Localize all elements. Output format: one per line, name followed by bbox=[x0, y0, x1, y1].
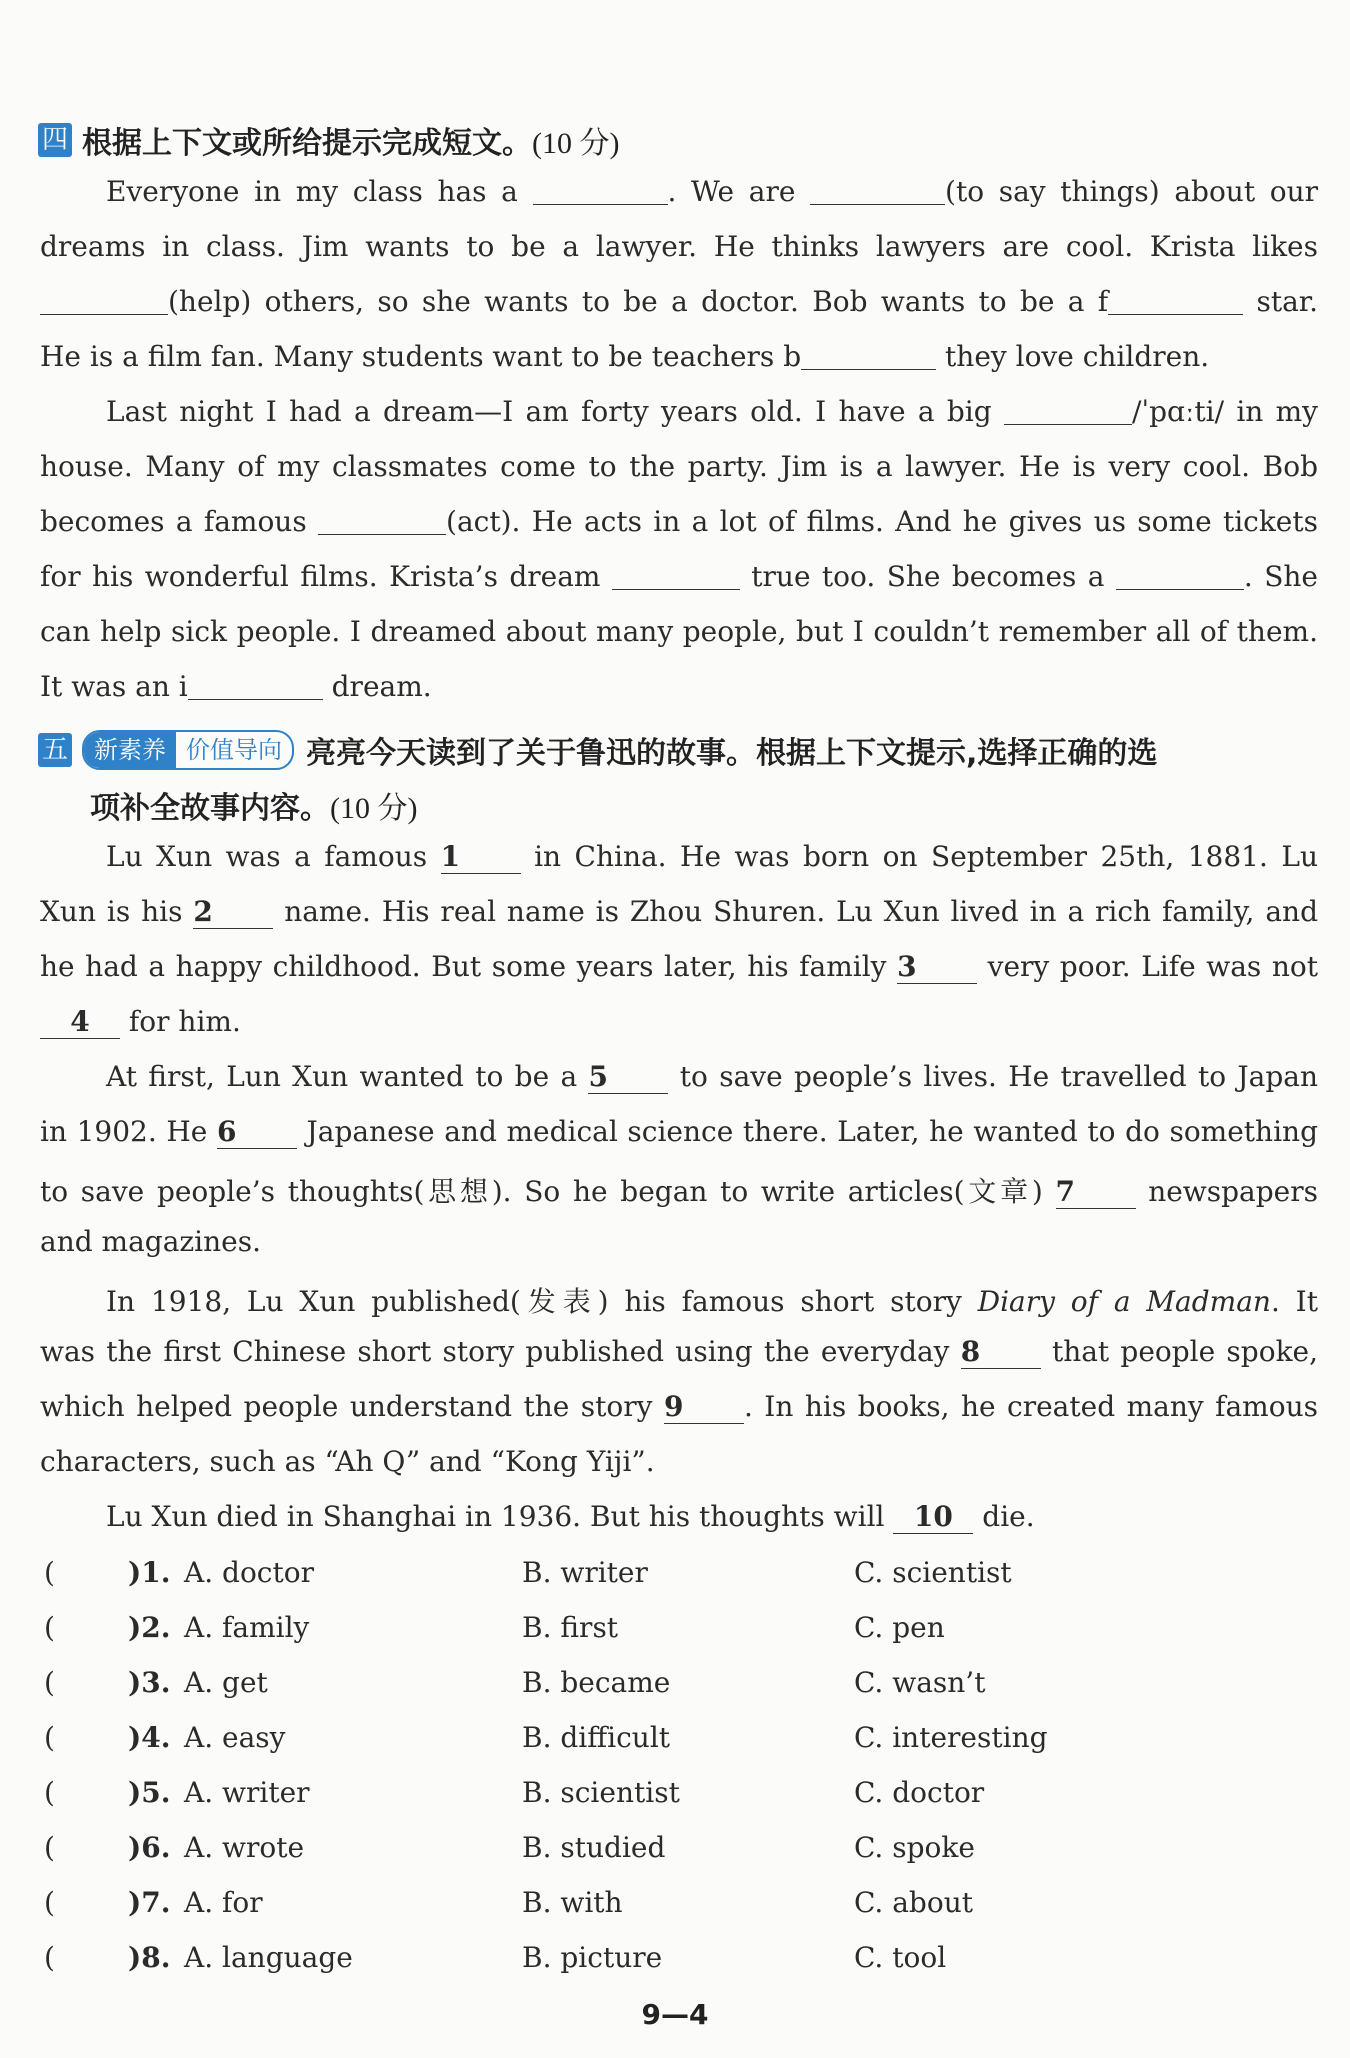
answer-blank[interactable] bbox=[1108, 286, 1243, 315]
option-b[interactable]: B. picture bbox=[522, 1941, 663, 1974]
option-b[interactable]: B. difficult bbox=[522, 1721, 671, 1754]
answer-paren[interactable]: ( bbox=[44, 1776, 55, 1809]
text-line: to save people’s thoughts(思想). So he began to write articles(文章) 7 newspapers bbox=[40, 1175, 1318, 1208]
option-a[interactable]: A. wrote bbox=[184, 1831, 305, 1864]
option-c[interactable]: C. tool bbox=[854, 1941, 947, 1974]
option-b[interactable]: B. became bbox=[522, 1666, 671, 1699]
section-score: (10 分) bbox=[330, 792, 418, 825]
numbered-blank[interactable]: 1 bbox=[441, 840, 521, 874]
answer-paren[interactable]: ( bbox=[44, 1831, 55, 1864]
answer-blank[interactable] bbox=[810, 176, 945, 205]
option-c[interactable]: C. about bbox=[854, 1886, 973, 1919]
text-line: He is a film fan. Many students want to be teachers b they love children. bbox=[40, 340, 1210, 373]
option-c[interactable]: C. doctor bbox=[854, 1776, 985, 1809]
section-title-cont: 项补全故事内容。 bbox=[90, 791, 330, 826]
answer-paren[interactable]: ( bbox=[44, 1611, 55, 1644]
text-line: It was an i dream. bbox=[40, 670, 432, 703]
text-line: was the first Chinese short story published using the everyday 8 that people spoke, bbox=[40, 1335, 1319, 1368]
option-b[interactable]: B. scientist bbox=[522, 1776, 680, 1809]
text-line: 4 for him. bbox=[40, 1005, 1318, 1039]
option-b[interactable]: B. with bbox=[522, 1886, 623, 1919]
section-5-heading bbox=[38, 728, 1157, 772]
answer-blank[interactable] bbox=[1116, 561, 1244, 590]
text-line: Last night I had a dream—I am forty years old. I have a big /ˈpɑːti/ in my bbox=[106, 395, 1318, 428]
section-5-heading-line2 bbox=[90, 783, 417, 827]
text-line: Lu Xun was a famous 1 in China. He was born on September 25th, 1881. Lu bbox=[106, 840, 1318, 873]
tag-sub-label: 价值导向 bbox=[186, 736, 282, 764]
answer-paren[interactable]: ( bbox=[44, 1556, 55, 1589]
page-number: 9—4 bbox=[641, 1998, 709, 2031]
question-number: )6. bbox=[128, 1831, 171, 1864]
section-number-badge: 四 bbox=[38, 123, 72, 157]
option-a[interactable]: A. writer bbox=[184, 1776, 310, 1809]
option-row bbox=[44, 1776, 1324, 1816]
option-row bbox=[44, 1941, 1324, 1981]
text-line: characters, such as “Ah Q” and “Kong Yiji”. bbox=[40, 1445, 655, 1478]
option-c[interactable]: C. scientist bbox=[854, 1556, 1012, 1589]
answer-blank[interactable] bbox=[40, 286, 168, 315]
text-line: Xun is his 2 name. His real name is Zhou Shuren. Lu Xun lived in a rich family, and bbox=[40, 895, 1318, 928]
option-b[interactable]: B. studied bbox=[522, 1831, 666, 1864]
question-number: )4. bbox=[128, 1721, 171, 1754]
answer-paren[interactable]: ( bbox=[44, 1666, 55, 1699]
section-score: (10 分) bbox=[532, 127, 620, 160]
section-4-heading bbox=[38, 118, 619, 162]
question-number: )8. bbox=[128, 1941, 171, 1974]
answer-paren[interactable]: ( bbox=[44, 1886, 55, 1919]
text-line: In 1918, Lu Xun published(发表) his famous short story Diary of a Madman. It bbox=[106, 1285, 1318, 1318]
text-line: in 1902. He 6 Japanese and medical science there. Later, he wanted to do something bbox=[40, 1115, 1318, 1148]
section-number-badge: 五 bbox=[38, 733, 72, 767]
text-line: (help) others, so she wants to be a doctor. Bob wants to be a f star. bbox=[40, 285, 1318, 318]
numbered-blank[interactable]: 6 bbox=[217, 1115, 297, 1149]
answer-blank[interactable] bbox=[533, 176, 668, 205]
option-a[interactable]: A. language bbox=[184, 1941, 353, 1974]
option-c[interactable]: C. spoke bbox=[854, 1831, 975, 1864]
text-line: for his wonderful films. Krista’s dream true too. She becomes a . She bbox=[40, 560, 1318, 593]
text-line: which helped people understand the story 9 . In his books, he created many famous bbox=[40, 1390, 1318, 1423]
numbered-blank[interactable]: 9 bbox=[664, 1390, 744, 1424]
option-a[interactable]: A. family bbox=[184, 1611, 310, 1644]
numbered-blank[interactable]: 4 bbox=[40, 1005, 120, 1039]
option-row bbox=[44, 1556, 1324, 1596]
section-title: 根据上下文或所给提示完成短文。 bbox=[82, 126, 532, 161]
tag-label: 新素养 bbox=[84, 732, 176, 768]
text-line: Lu Xun died in Shanghai in 1936. But his thoughts will 10 die. bbox=[106, 1500, 1035, 1533]
numbered-blank[interactable]: 2 bbox=[193, 895, 273, 929]
option-row bbox=[44, 1611, 1324, 1651]
text-line: Everyone in my class has a . We are (to say things) about our bbox=[106, 175, 1319, 208]
text-line: and magazines. bbox=[40, 1225, 261, 1258]
option-row bbox=[44, 1666, 1324, 1706]
answer-blank[interactable] bbox=[612, 561, 740, 590]
question-number: )5. bbox=[128, 1776, 171, 1809]
option-c[interactable]: C. pen bbox=[854, 1611, 945, 1644]
answer-blank[interactable] bbox=[188, 671, 323, 700]
option-b[interactable]: B. first bbox=[522, 1611, 619, 1644]
option-c[interactable]: C. wasn’t bbox=[854, 1666, 986, 1699]
numbered-blank[interactable]: 7 bbox=[1056, 1175, 1136, 1209]
answer-blank[interactable] bbox=[318, 506, 446, 535]
answer-blank[interactable] bbox=[801, 341, 936, 370]
literacy-tag bbox=[82, 730, 294, 770]
story-title: Diary of a Madman bbox=[977, 1285, 1271, 1318]
text-line: dreams in class. Jim wants to be a lawyer. He thinks lawyers are cool. Krista likes bbox=[40, 230, 1318, 263]
answer-blank[interactable] bbox=[1004, 396, 1132, 425]
text-line: can help sick people. I dreamed about many people, but I couldn’t remember all of them. bbox=[40, 615, 1318, 648]
question-number: )3. bbox=[128, 1666, 171, 1699]
numbered-blank[interactable]: 5 bbox=[588, 1060, 668, 1094]
option-row bbox=[44, 1721, 1324, 1761]
option-c[interactable]: C. interesting bbox=[854, 1721, 1048, 1754]
question-number: )2. bbox=[128, 1611, 171, 1644]
option-b[interactable]: B. writer bbox=[522, 1556, 648, 1589]
option-a[interactable]: A. for bbox=[184, 1886, 263, 1919]
answer-paren[interactable]: ( bbox=[44, 1721, 55, 1754]
option-a[interactable]: A. get bbox=[184, 1666, 268, 1699]
text-line: house. Many of my classmates come to the party. Jim is a lawyer. He is very cool. Bob bbox=[40, 450, 1318, 483]
answer-paren[interactable]: ( bbox=[44, 1941, 55, 1974]
numbered-blank[interactable]: 10 bbox=[893, 1500, 973, 1534]
option-a[interactable]: A. doctor bbox=[184, 1556, 314, 1589]
question-number: )1. bbox=[128, 1556, 171, 1589]
option-row bbox=[44, 1886, 1324, 1926]
text-line: becomes a famous (act). He acts in a lot of films. And he gives us some tickets bbox=[40, 505, 1318, 538]
question-number: )7. bbox=[128, 1886, 171, 1919]
option-row bbox=[44, 1831, 1324, 1871]
text-line: At first, Lun Xun wanted to be a 5 to save people’s lives. He travelled to Japan bbox=[106, 1060, 1318, 1093]
section-title: 亮亮今天读到了关于鲁迅的故事。根据上下文提示,选择正确的选 bbox=[306, 736, 1158, 771]
option-a[interactable]: A. easy bbox=[184, 1721, 286, 1754]
numbered-blank[interactable]: 3 bbox=[897, 950, 977, 984]
numbered-blank[interactable]: 8 bbox=[961, 1335, 1041, 1369]
text-line: he had a happy childhood. But some years later, his family 3 very poor. Life was not bbox=[40, 950, 1318, 983]
